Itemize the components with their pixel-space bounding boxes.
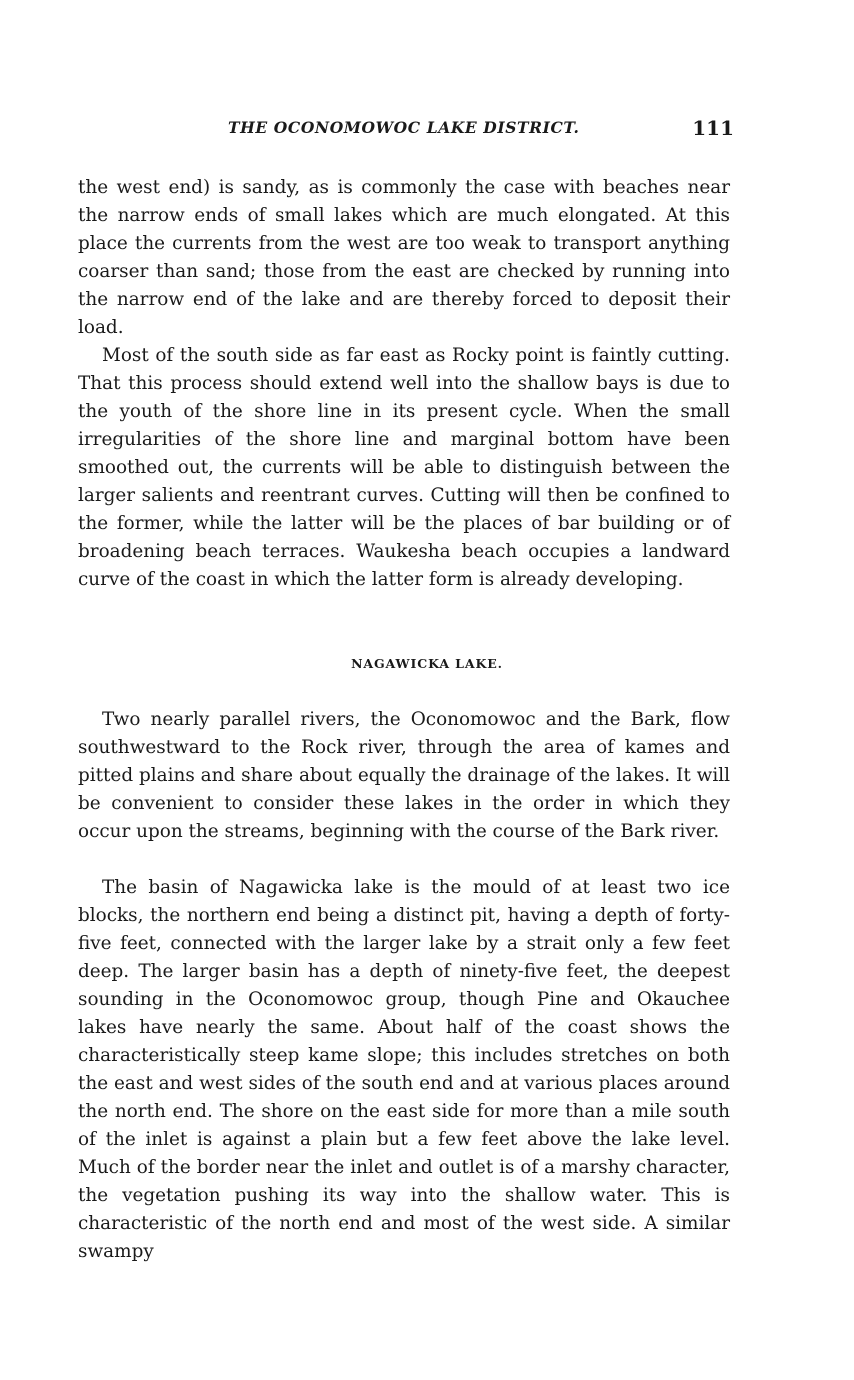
section-heading: NAGAWICKA LAKE. [351, 656, 503, 671]
paragraph-rivers: Two nearly parallel rivers, the Oconomowoc and the Bark, flow southwestward to the Rock river, through the area of kames and pitted plains and share about equally the drainage of the lakes. It will be convenient to consider these lakes in the order in which they occur upon the streams, beginning with the course of the Bark river. [78, 709, 730, 842]
running-head [78, 118, 734, 144]
paragraph-south-side: Most of the south side as far east as Rocky point is faintly cutting. That this process should extend well into the shallow bays is due to the youth of the shore line in its present cycle. When the small irregularities of the shore line and marginal bottom have been smoothed out, the currents will be able to distinguish between the larger salients and reentrant curves. Cutting will then be confined to the former, while the latter will be the places of bar building or of broadening beach terraces. Waukesha beach occupies a landward curve of the coast in which the latter form is already developing. [78, 345, 730, 590]
running-title: THE OCONOMOWOC LAKE DISTRICT. [228, 118, 580, 137]
paragraph-continued: the west end) is sandy, as is commonly the case with beaches near the narrow ends of small lakes which are much elongated. At this place the currents from the west are too weak to transport anything coarser than sand; those from the east are checked by running into the narrow end of the lake and are thereby forced to deposit their load. [78, 177, 730, 338]
page-number: 111 [692, 116, 734, 140]
paragraph-nagawicka-basin: The basin of Nagawicka lake is the mould of at least two ice blocks, the northern end being a distinct pit, having a depth of forty-five feet, connected with the larger lake by a strait only a few feet deep. The larger basin has a depth of ninety-five feet, the deepest sounding in the Oconomowoc group, though Pine and Okauchee lakes have nearly the same. About half of the coast shows the characteristically steep kame slope; this includes stretches on both the east and west sides of the south end and at various places around the north end. The shore on the east side for more than a mile south of the inlet is against a plain but a few feet above the lake level. Much of the border near the inlet and outlet is of a marshy character, the vegetation pushing its way into the shallow water. This is characteristic of the north end and most of the west side. A similar swampy [78, 877, 730, 1262]
